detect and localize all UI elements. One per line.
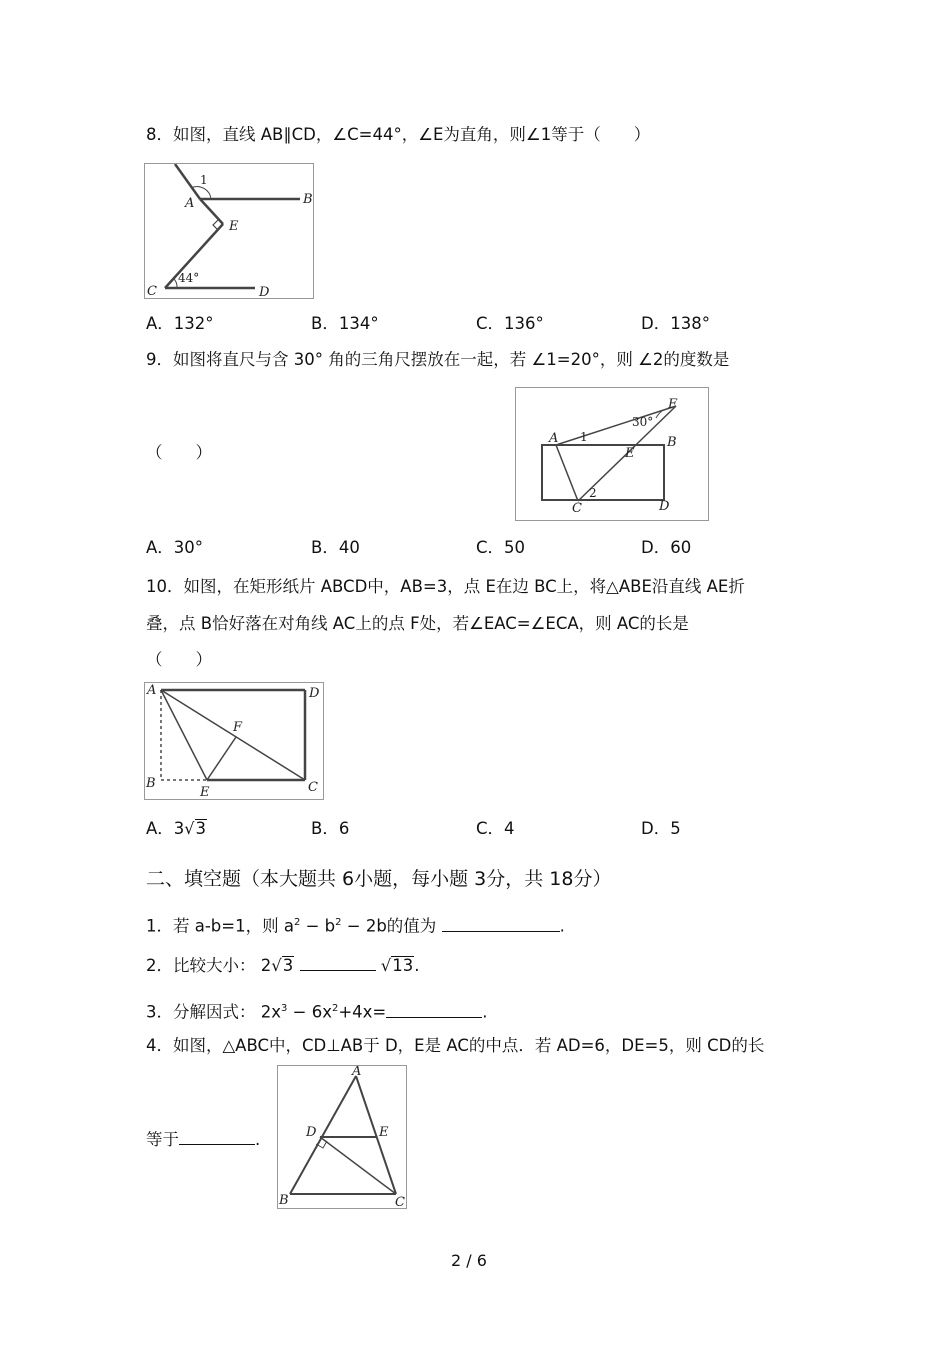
section2-title: 二、填空题（本大题共 6小题，每小题 3分，共 18分） xyxy=(146,868,612,890)
q8-label-C: C xyxy=(147,284,157,298)
q8-label-B: B xyxy=(303,192,313,207)
fill4-tail-text: 等于 xyxy=(146,1130,179,1149)
q10-label-E: E xyxy=(200,785,210,799)
fill1-text2: − b xyxy=(300,916,336,936)
fill3-text1: 3．分解因式： 2x xyxy=(146,1002,282,1022)
fill4-label-C: C xyxy=(395,1195,405,1208)
q9-option-c: C．50 xyxy=(476,538,526,557)
fill1 xyxy=(146,913,565,937)
q10-option-a-radicand: 3 xyxy=(195,819,206,838)
q10-figure xyxy=(144,682,324,800)
q8-label-1: 1 xyxy=(200,173,208,187)
fill4-label-A: A xyxy=(352,1066,362,1079)
fill4-tail xyxy=(146,1130,260,1150)
fill2-radicand1: 3 xyxy=(282,956,294,975)
fill4-stem: 4．如图，△ABC中，CD⊥AB于 D，E是 AC的中点．若 AD=6，DE=5，则 CD的长 xyxy=(146,1036,765,1055)
q8-option-a: A．132° xyxy=(146,314,214,333)
q9-label-2: 2 xyxy=(589,486,597,500)
q8-angle-label: 44° xyxy=(178,271,200,285)
fill1-text1: 1．若 a-b=1，则 a xyxy=(146,916,294,936)
q10-label-D: D xyxy=(309,686,320,701)
fill3-text3: +4x= xyxy=(338,1002,387,1022)
fill4-end: . xyxy=(255,1130,261,1149)
q10-option-a-prefix: A．3 xyxy=(146,819,185,838)
q10-label-A: A xyxy=(147,683,157,698)
fill4-label-B: B xyxy=(279,1193,289,1208)
fill2-text1: 2．比较大小： 2 xyxy=(146,956,272,975)
fill2-answer-blank[interactable] xyxy=(300,956,376,971)
fill3-end: . xyxy=(482,1002,488,1022)
q9-label-1: 1 xyxy=(580,430,588,444)
q9-stem: 9．如图将直尺与含 30° 角的三角尺摆放在一起，若 ∠1=20°，则 ∠2的度数是 xyxy=(146,350,730,369)
q10-option-a: A．3√3 xyxy=(146,819,206,838)
q10-label-B: B xyxy=(146,776,156,791)
q9-label-C: C xyxy=(572,501,582,516)
q9-label-D: D xyxy=(659,499,670,514)
q10-stem-line1: 10．如图，在矩形纸片 ABCD中，AB=3，点 E在边 BC上，将△ABE沿直线 AE折 xyxy=(146,577,745,596)
fill4-label-E: E xyxy=(379,1125,389,1140)
fill3 xyxy=(146,999,488,1023)
fill4-label-D: D xyxy=(306,1125,317,1140)
q9-label-B: B xyxy=(667,435,677,450)
q10-stem-line2: 叠，点 B恰好落在对角线 AC上的点 F处，若∠EAC=∠ECA，则 AC的长是 xyxy=(146,614,689,633)
q9-label-F: F xyxy=(668,397,678,412)
q9-paren: （ ） xyxy=(146,443,212,462)
q10-option-d: D．5 xyxy=(641,819,681,838)
q8-option-c: C．136° xyxy=(476,314,544,333)
fill2: 2．比较大小： 2√3 √13. xyxy=(146,956,420,975)
fill1-text3: − 2b的值为 xyxy=(341,916,437,936)
q10-option-c: C．4 xyxy=(476,819,515,838)
fill3-sup1: 3 xyxy=(281,1003,288,1014)
fill4-figure xyxy=(277,1065,407,1209)
q9-option-b: B．40 xyxy=(311,538,360,557)
q10-label-F: F xyxy=(233,720,243,735)
fill1-answer-blank[interactable] xyxy=(442,917,560,932)
fill1-end: . xyxy=(559,916,565,936)
q9-option-a: A．30° xyxy=(146,538,204,557)
page-number: 2 / 6 xyxy=(451,1251,487,1270)
fill3-text2: − 6x xyxy=(287,1002,332,1022)
q10-paren: （ ） xyxy=(146,650,212,669)
q8-label-A: A xyxy=(185,196,195,211)
q8-label-E: E xyxy=(229,219,239,234)
fill2-radicand2: 13 xyxy=(392,956,414,975)
q10-option-b: B．6 xyxy=(311,819,350,838)
q8-option-d: D．138° xyxy=(641,314,710,333)
q10-label-C: C xyxy=(308,780,318,795)
fill2-end: . xyxy=(414,956,420,975)
q8-option-b: B．134° xyxy=(311,314,379,333)
q9-option-d: D．60 xyxy=(641,538,692,557)
q8-figure xyxy=(144,163,314,299)
q8-stem: 8．如图，直线 AB∥CD，∠C=44°，∠E为直角，则∠1等于（ ） xyxy=(146,125,651,144)
fill1-sup1: 2 xyxy=(293,917,301,928)
q9-label-A: A xyxy=(549,431,559,446)
q8-label-D: D xyxy=(259,285,270,298)
fill3-sup2: 2 xyxy=(331,1003,339,1014)
q9-figure xyxy=(515,387,709,521)
q9-angle-label: 30° xyxy=(632,415,654,429)
q9-label-E: E xyxy=(625,446,635,461)
fill4-answer-blank[interactable] xyxy=(179,1130,255,1145)
fill3-answer-blank[interactable] xyxy=(386,1003,482,1018)
fill1-sup2: 2 xyxy=(335,917,342,928)
